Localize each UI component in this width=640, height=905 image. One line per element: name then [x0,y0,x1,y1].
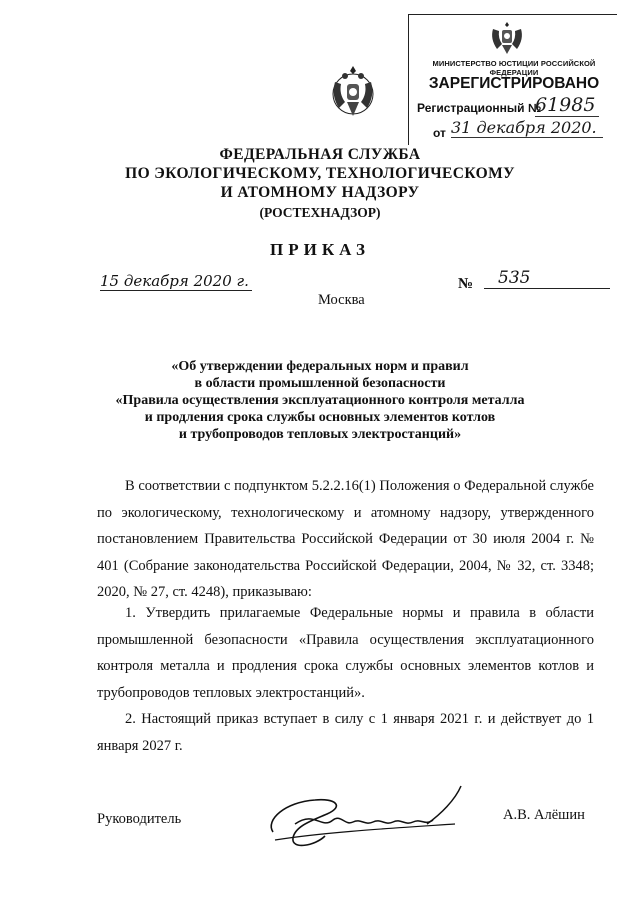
paragraph-preamble [97,473,594,606]
org-name-line-2: ПО ЭКОЛОГИЧЕСКОМУ, ТЕХНОЛОГИЧЕСКОМУ [125,165,515,182]
paragraph-item-1-text: 1. Утвердить прилагаемые Федеральные нормы и правила в области промышленной безопасности «Правила осуществления эксплуатационного контроля металла и продления срока службы основных элементов котлов и трубопроводов тепловых электростанций». [97,605,594,701]
document-type: ПРИКАЗ [270,240,370,259]
title-line-1: «Об утверждении федеральных норм и правил [171,359,469,374]
handwritten-signature [255,780,475,860]
state-emblem-icon [329,62,377,124]
stamp-registered: ЗАРЕГИСТРИРОВАНО [428,75,600,92]
order-number-label: № [458,276,474,292]
title-line-3: «Правила осуществления эксплуатационного контроля металла [115,393,525,408]
stamp-emblem-icon [489,21,525,55]
stamp-regno-label: Регистрационный № [417,101,542,115]
signer-name: А.В. Алёшин [503,807,585,823]
signer-role: Руководитель [97,811,182,827]
org-name-line-3: И АТОМНОМУ НАДЗОРУ [220,184,420,201]
paragraph-item-2-text: 2. Настоящий приказ вступает в силу с 1 января 2021 г. и действует до 1 января 2027 г. [97,711,594,754]
paragraph-preamble-text: В соответствии с подпунктом 5.2.2.16(1) Положения о Федеральной службе по экологическому, технологическому и атомному надзору, утвержденного постановлением Правительства Российской Федерации от 30 июля 2004 г. № 401 (Собрание законодательства Российской Федерации, 2004, № 32, ст. 3348; 2020, № 27, ст. 4248), приказываю: [97,478,594,600]
stamp-date-value: 31 декабря 2020. [451,118,603,138]
stamp-date-label: от [433,126,446,140]
order-number: 535 [484,268,610,289]
title-line-5: и трубопроводов тепловых электростанций» [178,427,462,442]
org-name-line-1: ФЕДЕРАЛЬНАЯ СЛУЖБА [219,146,421,163]
order-city: Москва [318,292,365,308]
registration-stamp [408,14,617,145]
order-date: 15 декабря 2020 г. [100,272,252,291]
stamp-ministry: МИНИСТЕРСТВО ЮСТИЦИИ РОССИЙСКОЙ ФЕДЕРАЦИИ [432,59,596,77]
title-line-2: в области промышленной безопасности [194,376,446,391]
stamp-regno-value: 61985 [535,94,599,117]
title-line-4: и продления срока службы основных элементов котлов [144,410,496,425]
org-short-name: (РОСТЕХНАДЗОР) [259,205,381,220]
paragraph-item-2 [97,706,594,759]
paragraph-item-1 [97,600,594,706]
